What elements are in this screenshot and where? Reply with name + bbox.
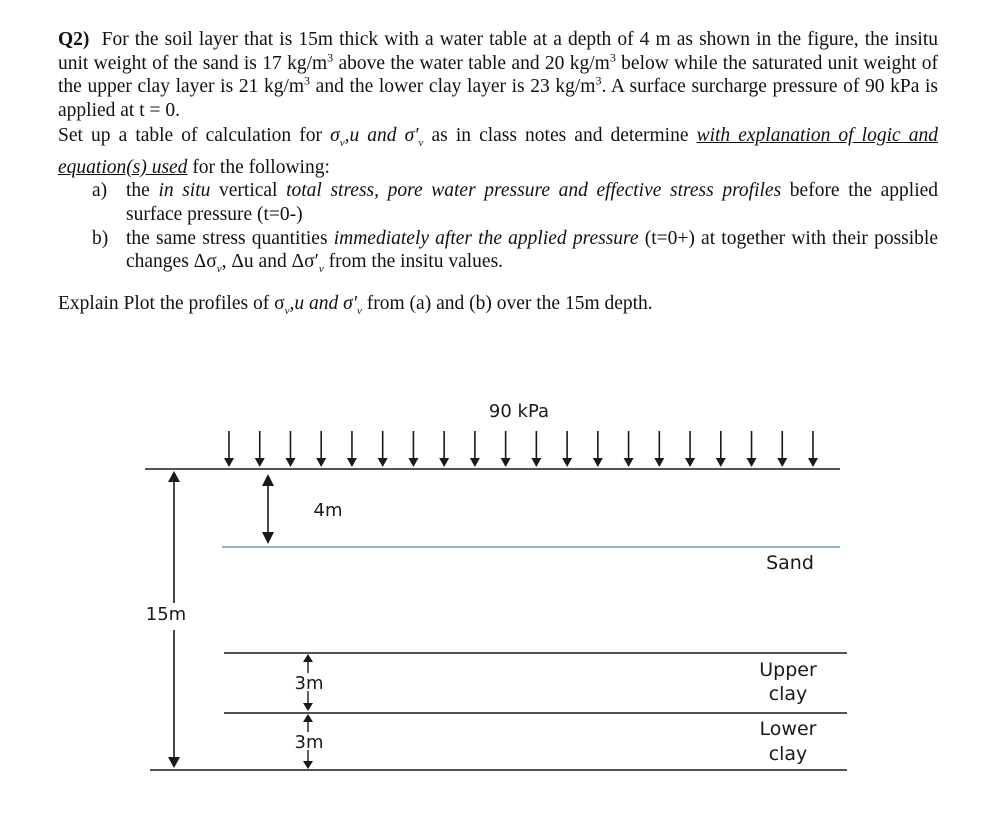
subscript: v xyxy=(216,263,222,276)
surcharge-arrow xyxy=(747,431,757,467)
surcharge-arrow xyxy=(808,431,818,467)
surcharge-arrow xyxy=(716,431,726,467)
question-explain xyxy=(58,292,938,323)
question-label: Q2) xyxy=(58,29,90,50)
item-part: , Δu and Δσ′ xyxy=(221,251,319,273)
surcharge-label: 90 kPa xyxy=(488,401,550,422)
setup-part: Set up a table of calculation for xyxy=(58,125,331,147)
total-depth-arrowhead-up xyxy=(168,471,180,482)
question-setup xyxy=(58,124,938,179)
question-intro xyxy=(58,28,938,122)
setup-part: as in class notes and determine xyxy=(423,125,697,147)
upper-clay-label-line1: Upper xyxy=(759,659,817,681)
surcharge-arrow xyxy=(439,431,449,467)
surcharge-arrow xyxy=(593,431,603,467)
question-items xyxy=(58,179,938,281)
lower-clay-thickness-label: 3m xyxy=(294,732,324,753)
surcharge-arrow xyxy=(501,431,511,467)
subscript: v xyxy=(284,304,290,317)
item-part: the xyxy=(126,180,159,202)
surcharge-arrow xyxy=(654,431,664,467)
item-part: from the insitu values. xyxy=(323,251,504,273)
intro-part: and the lower clay layer is 23 kg/m xyxy=(310,76,596,98)
lower-clay-label-line1: Lower xyxy=(759,718,817,740)
superscript: 3 xyxy=(609,50,616,65)
surcharge-arrow xyxy=(255,431,265,467)
lower-clay-arrowhead-down xyxy=(303,761,313,769)
intro-part: . A surface surcharge pressure of 90 kPa is applied at t = 0. xyxy=(58,76,938,121)
intro-part: below while the saturated unit weight of the upper clay layer is 21 kg/m xyxy=(58,52,939,98)
intro-part: above the water table and 20 kg/m xyxy=(333,52,610,74)
emphasis-underlined: with explanation of logic and equation(s) used xyxy=(58,125,938,178)
surcharge-arrow xyxy=(531,431,541,467)
setup-part: for the following: xyxy=(187,156,330,178)
item-emphasis: total stress, pore water pressure and effective stress profiles xyxy=(286,180,782,202)
subscript: v xyxy=(318,263,324,276)
item-b xyxy=(58,227,938,282)
item-emphasis: immediately after the applied pressure xyxy=(333,227,639,249)
upper-clay-arrowhead-up xyxy=(303,654,313,662)
item-part: before the applied surface pressure (t=0-) xyxy=(126,180,939,226)
wt-depth-arrowhead-down xyxy=(262,532,274,544)
upper-clay-thickness-label: 3m xyxy=(294,673,324,694)
surcharge-arrow xyxy=(562,431,572,467)
soil-profile-figure xyxy=(0,380,1000,800)
sand-label: Sand xyxy=(766,552,814,574)
subscript: v xyxy=(357,304,362,317)
item-part: (t=0+) at together with their possible changes Δσ xyxy=(126,227,938,273)
item-a-label: a) xyxy=(92,180,108,202)
superscript: 3 xyxy=(595,73,602,88)
item-a xyxy=(58,179,938,226)
lower-clay-label-line2: clay xyxy=(768,743,808,765)
explain-part: Explain Plot the profiles of σ xyxy=(58,292,285,314)
question-text xyxy=(58,28,938,323)
upper-clay-label-line2: clay xyxy=(768,683,808,705)
surcharge-arrow xyxy=(378,431,388,467)
item-b-label: b) xyxy=(92,227,109,249)
intro-part: For the soil layer that is 15m thick with a water table at a depth of 4 m as shown in the figure, the insitu unit weight of the sand is 17 kg/m xyxy=(58,29,939,74)
surcharge-arrow xyxy=(285,431,295,467)
surcharge-arrow xyxy=(685,431,695,467)
superscript: 3 xyxy=(327,50,334,65)
surcharge-arrow xyxy=(347,431,357,467)
lower-clay-arrowhead-up xyxy=(303,714,313,722)
surcharge-arrow xyxy=(470,431,480,467)
surcharge-arrows xyxy=(224,431,818,467)
setup-part: ,u and σ′ xyxy=(344,125,419,147)
subscript: v xyxy=(339,137,345,150)
item-part: vertical xyxy=(210,180,287,202)
superscript: 3 xyxy=(304,73,311,88)
wt-depth-label: 4m xyxy=(313,500,343,521)
total-depth-label: 15m xyxy=(145,604,187,625)
total-depth-arrowhead-down xyxy=(168,757,180,768)
item-emphasis: in situ xyxy=(158,180,211,202)
explain-part: from (a) and (b) over the 15m depth. xyxy=(361,292,653,314)
sigma-symbol: σ xyxy=(330,125,340,147)
upper-clay-arrowhead-down xyxy=(303,703,313,711)
subscript: v xyxy=(418,137,424,150)
explain-part: ,u and σ′ xyxy=(289,292,358,314)
surcharge-arrow xyxy=(777,431,787,467)
surcharge-arrow xyxy=(316,431,326,467)
surcharge-arrow xyxy=(224,431,234,467)
wt-depth-arrowhead-up xyxy=(262,474,274,486)
surcharge-arrow xyxy=(408,431,418,467)
item-part: the same stress quantities xyxy=(126,227,334,249)
surcharge-arrow xyxy=(624,431,634,467)
